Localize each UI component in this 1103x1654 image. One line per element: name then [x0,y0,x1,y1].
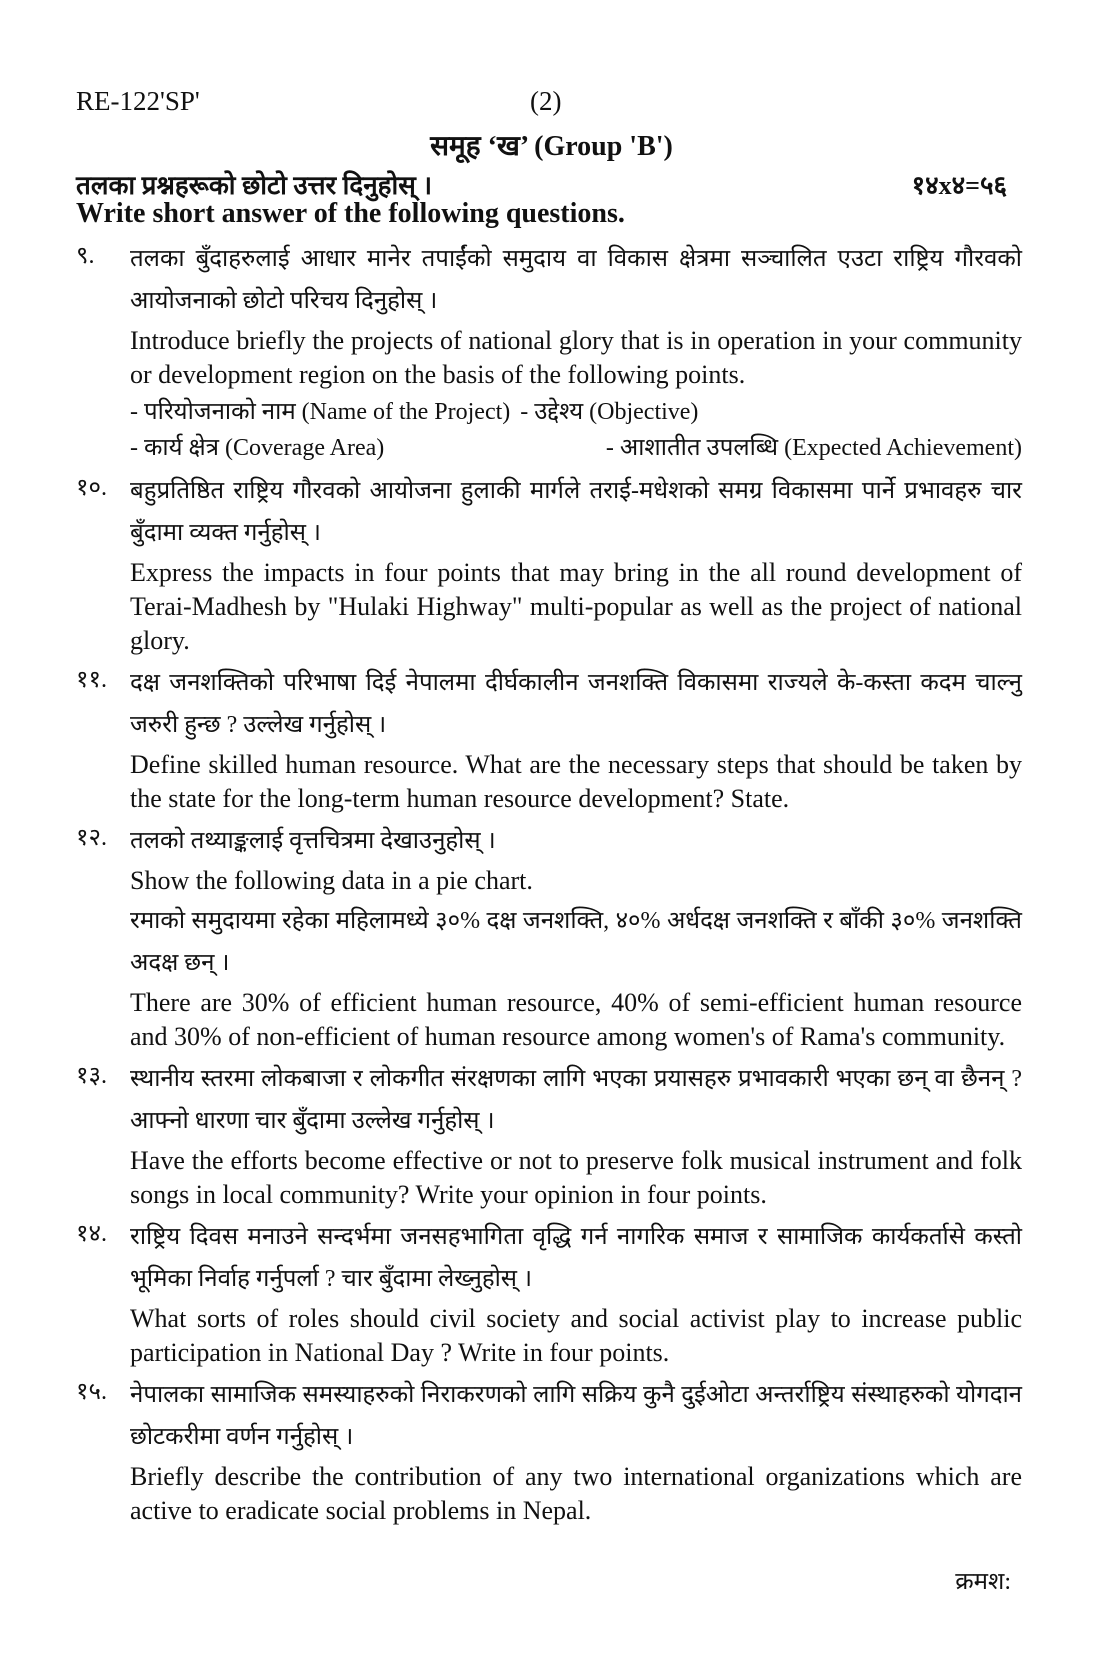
question-number: १०. [76,475,107,501]
question-text-nepali: बहुप्रतिष्ठित राष्ट्रिय गौरवको आयोजना हुलाकी मार्गले तराई-मधेशको समग्र विकासमा पार्ने प्रभावहरु चार बुँदामा व्यक्त गर्नुहोस् । [130,478,1022,546]
question-text-english: What sorts of roles should civil society and social activist play to increase public participation in National Day ? Write in four points. [130,1304,1022,1367]
question-text-nepali: तलका बुँदाहरुलाई आधार मानेर तपाईंको समुदाय वा विकास क्षेत्रमा सञ्चालित एउटा राष्ट्रिय गौरवको आयोजनाको छोटो परिचय दिनुहोस् । [130,246,1022,314]
question-text-nepali: स्थानीय स्तरमा लोकबाजा र लोकगीत संरक्षणका लागि भएका प्रयासहरु प्रभावकारी भएका छन् वा छैनन् ? आफ्नो धारणा चार बुँदामा उल्लेख गर्नुहोस् । [130,1066,1022,1134]
question-text-nepali: नेपालका सामाजिक समस्याहरुको निराकरणको लागि सक्रिय कुनै दुईओटा अन्तर्राष्ट्रिय संस्थाहरुको योगदान छोटकरीमा वर्णन गर्नुहोस् । [130,1382,1022,1450]
question-text-nepali: दक्ष जनशक्तिको परिभाषा दिई नेपालमा दीर्घकालीन जनशक्ति विकासमा राज्यले के-कस्ता कदम चाल्नु जरुरी हुन्छ ? उल्लेख गर्नुहोस् । [130,670,1022,738]
question-list [76,238,1022,1532]
question-text-english: Express the impacts in four points that may bring in the all round development of Terai-Madhesh by "Hulaki Highway" multi-popular as well as the project of national glory. [130,558,1022,655]
point-item: - उद्देश्य (Objective) [520,399,699,425]
question-9 [76,238,1022,466]
point-item: - कार्य क्षेत्र (Coverage Area) [130,435,385,461]
paper-code: RE-122'SP' [76,86,200,116]
question-text-english: Have the efforts become effective or not to preserve folk musical instrument and folk songs in local community? Write your opinion in four points. [130,1146,1022,1209]
question-text-nepali: राष्ट्रिय दिवस मनाउने सन्दर्भमा जनसहभागिता वृद्धि गर्न नागरिक समाज र सामाजिक कार्यकर्तासे कस्तो भूमिका निर्वाह गर्नुपर्ला ? चार बुँदामा लेख्नुहोस् । [130,1224,1022,1292]
continued-marker: क्रमश: [955,1569,1011,1595]
question-number: ११. [76,667,107,693]
instruction-english: Write short answer of the following questions. [76,198,625,229]
question-number: १४. [76,1221,107,1247]
question-10 [76,470,1022,658]
question-text-english: Show the following data in a pie chart. [130,866,533,895]
question-text-english: Introduce briefly the projects of national glory that is in operation in your community or development region on the basis of the following points. [130,326,1022,389]
point-item: - परियोजनाको नाम (Name of the Project) [130,399,511,425]
data-statement-nepali: रमाको समुदायमा रहेका महिलामध्ये ३०% दक्ष जनशक्ति, ४०% अर्धदक्ष जनशक्ति र बाँकी ३०% जनशक्ति अदक्ष छन् । [130,908,1022,976]
instruction-nepali: तलका प्रश्नहरूको छोटो उत्तर दिनुहोस् । [76,171,433,200]
question-11 [76,662,1022,816]
data-statement-english: There are 30% of efficient human resource, 40% of semi-efficient human resource and 30% of non-efficient of human resource among women's of Rama's community. [130,988,1022,1051]
question-14 [76,1216,1022,1370]
question-number: १३. [76,1063,107,1089]
point-item: - आशातीत उपलब्धि (Expected Achievement) [605,435,1022,461]
question-15 [76,1374,1022,1528]
question-points [130,394,1022,466]
question-13 [76,1058,1022,1212]
question-12 [76,820,1022,1054]
question-text-english: Briefly describe the contribution of any two international organizations which are active to eradicate social problems in Nepal. [130,1462,1022,1525]
marks-allocation: १४x४=५६ [911,171,1007,200]
question-number: ९. [76,243,95,269]
question-number: १५. [76,1379,107,1405]
page-number: (2) [530,86,562,116]
question-text-nepali: तलको तथ्याङ्कलाई वृत्तचित्रमा देखाउनुहोस् । [130,828,496,854]
group-title: समूह ‘ख’ (Group 'B') [430,131,673,162]
question-text-english: Define skilled human resource. What are the necessary steps that should be taken by the state for the long-term human resource development? State. [130,750,1022,813]
question-number: १२. [76,825,107,851]
